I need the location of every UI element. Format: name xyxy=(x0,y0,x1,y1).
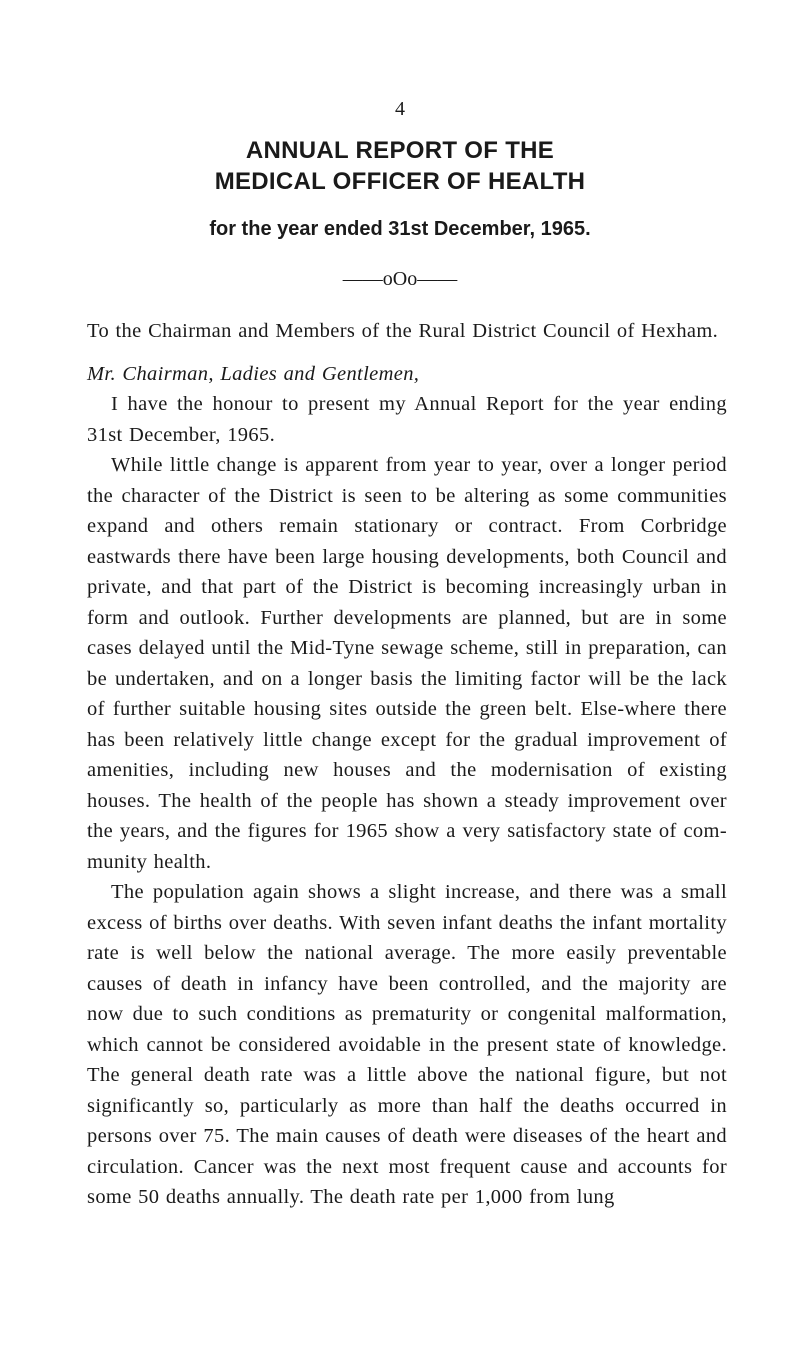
report-title-line-1: ANNUAL REPORT OF THE xyxy=(245,137,555,164)
salutation: Mr. Chairman, Ladies and Gentlemen, xyxy=(87,362,420,385)
paragraph-population: The population again shows a slight increase, and there was a small excess of births over deaths. With seven infant deaths the infant mortality rate is well below the national average. The more easily preventable causes of death in infancy have been controlled, and the majority are now due to such conditions as prematurity or congenital malformation, which cannot be considered avoidable in the present state of knowledge. The general death rate was a little above the national figure, but not significantly so, particularly as more than half the deaths occurred in persons over 75. The main causes of death were diseases of the heart and circulation. Cancer was the next most frequent cause and accounts for some 50 deaths annually. The death rate per 1,000 from lung xyxy=(87,881,727,1208)
report-title-line-2: MEDICAL OFFICER OF HEALTH xyxy=(214,168,586,195)
section-separator: ——oOo—— xyxy=(342,268,458,290)
paragraph-intro: I have the honour to present my Annual Report for the year ending 31st December, 1965. xyxy=(87,393,727,446)
page-number: 4 xyxy=(395,98,405,120)
paragraph-district: While little change is apparent from year to year, over a longer period the character of the District is seen to be altering as some communities expand and others remain stationary or contract. From Corbridge eastwards there have been large housing developments, both Council and private, and that part of the District is becoming increasingly urban in form and outlook. Further developments are planned, but are in some cases delayed until the Mid-Tyne sewage scheme, still in preparation, can be undertaken, and on a longer basis the limiting factor will be the lack of further suitable housing sites outside the green belt. Else-where there has been relatively little change except for the gradual improvement of amenities, including new houses and the modernisation of existing houses. The health of the people has shown a steady improvement over the years, and the figures for 1965 show a very satisfactory state of com-munity health. xyxy=(87,454,727,873)
address-line: To the Chairman and Members of the Rural District Council of Hexham. xyxy=(87,320,719,342)
report-subtitle: for the year ended 31st December, 1965. xyxy=(209,218,591,240)
letter-body xyxy=(87,316,727,1213)
